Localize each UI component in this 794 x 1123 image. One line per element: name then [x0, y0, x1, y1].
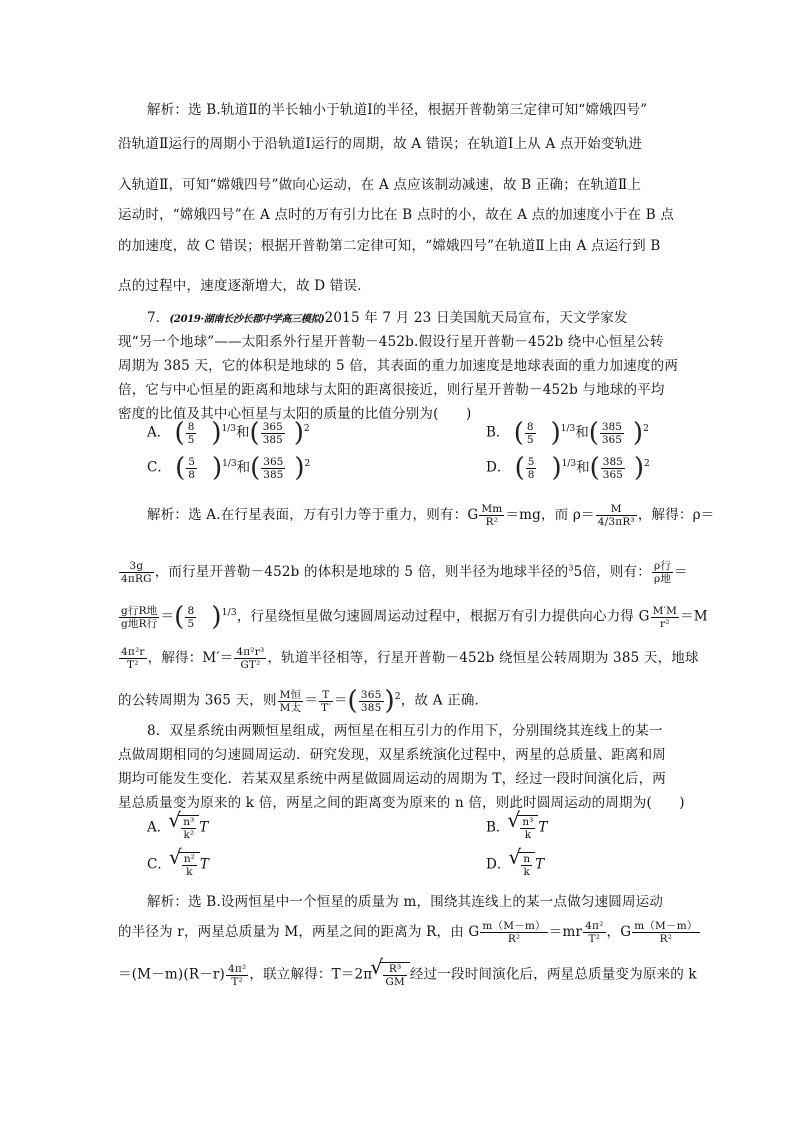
sqrt: √ $\frac{\text{n²}}{k}$	[179, 852, 200, 878]
fraction: $\frac{385}{365}$	[601, 420, 622, 446]
left-paren: (	[174, 418, 185, 448]
left-paren: (	[589, 453, 600, 483]
fraction-rho-ratio: $\frac{\text{ρ行}}{\text{ρ地}}$	[653, 560, 672, 585]
fraction: $\frac{365}{385}$	[263, 455, 284, 481]
fraction-MM-r2: $\frac{M'M}{\text{r²}}$	[652, 604, 678, 630]
fraction: $\frac{8}{5}$	[187, 420, 195, 446]
option-label: B．	[486, 424, 510, 441]
fraction: $\frac{5}{8}$	[527, 455, 535, 481]
text: ，联立解得：T＝2π	[249, 966, 373, 983]
text: ，解得：ρ＝	[637, 507, 715, 523]
prev-solution-line-4: 运动时，“嫦娥四号”在 A 点时的万有引力比在 B 点时的小，故在 A 点的加速度小于在 B 点	[118, 207, 675, 223]
prev-solution-line-2: 沿轨道Ⅱ运行的周期小于沿轨道Ⅰ运行的周期，故 A 错误；在轨道Ⅰ上从 A 点开始变轨进	[118, 136, 643, 152]
sqrt: √ $\frac{n}{k}$	[518, 852, 535, 878]
q7-text-1: 2015 年 7 月 23 日美国航天局宣布，天文学家发	[324, 310, 628, 326]
and-text: 和	[236, 459, 251, 476]
left-paren: (	[250, 453, 261, 483]
and-text: 和	[576, 459, 590, 476]
right-paren: )	[384, 686, 395, 716]
q7-solution-line-3: $\frac{\text{g行R地}}{\text{g地R行}}$ ＝( $\frac{8}{5}$ )$^{1/3}$，行星绕恒星做匀速圆周运动过程中，根据万有引力提供向心力得 G $\frac{M'M}{\text{r²}}$ ＝M	[121, 602, 708, 632]
q8-line-2: 点做周期相同的匀速圆周运动．研究发现，双星系统演化过程中，两星的总质量、距离和周	[118, 747, 666, 763]
fraction-8-5: $\frac{8}{5}$	[187, 604, 195, 630]
exponent: 1/3	[221, 424, 237, 434]
exponent: 1/3	[561, 459, 577, 469]
fraction-T-ratio: $\frac{T}{T'}$	[321, 688, 331, 714]
text: 经过一段时间演化后，两星总质量变为原来的 k	[409, 966, 697, 983]
q7-option-a[interactable]	[147, 420, 310, 446]
period-T: T	[535, 856, 545, 873]
right-paren: )	[293, 418, 304, 448]
sqrt: √ $\frac{\text{n³}}{k}$	[517, 815, 538, 841]
left-paren: (	[174, 602, 185, 632]
text: ＝mg，而 ρ＝	[505, 507, 595, 523]
fraction-Mm-R2: $\frac{Mm}{\text{R²}}$	[481, 503, 503, 528]
left-paren: (	[175, 453, 186, 483]
left-paren: (	[347, 686, 358, 716]
exponent: 1/3	[222, 459, 237, 469]
q8-option-b[interactable]	[486, 815, 547, 841]
left-paren: (	[514, 453, 525, 483]
text: ＝mr	[548, 924, 583, 940]
text: 的公转周期为 365 天，则	[118, 692, 277, 709]
prev-solution-line-1: 解析：选 B.轨道Ⅱ的半长轴小于轨道Ⅰ的半径，根据开普勒第三定律可知“嫦娥四号”	[147, 102, 648, 118]
q8-line-4: 星总质量变为原来的 k 倍，两星之间的距离变为原来的 n 倍，则此时圆周运动的周期为( )	[118, 795, 685, 811]
fraction-4pi2-T2-b: $\frac{\text{4π²}}{\text{T²}}$	[228, 962, 247, 988]
fraction: $\frac{365}{385}$	[262, 420, 283, 446]
right-paren: )	[632, 418, 644, 448]
text: ，而行星开普勒－452b 的体积是地球的 5 倍，则半径为地球半径的	[154, 564, 569, 580]
left-paren: (	[588, 418, 599, 448]
fraction-4pi2-T2: $\frac{\text{4π²}}{\text{T²}}$	[585, 920, 604, 945]
fraction: $\frac{385}{365}$	[602, 455, 623, 481]
text: ，轨道半径相等，行星开普勒－452b 绕恒星公转周期为 385 天，地球	[267, 650, 699, 666]
and-text: 和	[575, 424, 589, 441]
right-paren: )	[633, 453, 644, 483]
text: 解析：选 A.在行星表面，万有引力等于重力，则有：G	[147, 507, 479, 523]
q8-option-c[interactable]	[147, 852, 209, 878]
exponent: 2	[304, 459, 311, 469]
and-text: 和	[236, 424, 250, 441]
left-paren: (	[513, 418, 524, 448]
q7-line-4: 倍，它与中心恒星的距离和地球与太阳的距离很接近，则行星开普勒－452b 与地球的平均	[118, 382, 665, 398]
fraction: $\frac{8}{5}$	[526, 420, 534, 446]
period-T: T	[538, 819, 548, 836]
q8-solution-line-3	[118, 962, 697, 988]
fraction-M-ratio: $\frac{\text{M恒}}{\text{M太}}$	[279, 688, 302, 714]
sqrt: √ $\frac{\text{n³}}{\text{k²}}$	[178, 815, 199, 841]
fraction-mMm-R2: $\frac{m(M-m)}{\text{R²}}$	[482, 920, 546, 945]
period-T: T	[199, 856, 209, 873]
option-label: D．	[486, 856, 511, 873]
exponent: 2	[643, 424, 649, 434]
sqrt-R3-GM: √ $\frac{\text{R³}}{GM}$	[380, 962, 410, 988]
period-T: T	[199, 819, 209, 836]
text: 的半径为 r，两星总质量为 M，两星之间的距离为 R，由 G	[118, 924, 480, 940]
prev-solution-line-6: 点的过程中，速度逐渐增大，故 D 错误．	[118, 278, 371, 294]
fraction-mMm-R2-b: $\frac{m(M-m)}{\text{R²}}$	[634, 920, 698, 945]
q7-number: 7．	[147, 310, 170, 326]
right-paren: )	[550, 418, 561, 448]
text: ，故 A 正确．	[400, 692, 489, 709]
exponent: 1/3	[560, 424, 576, 434]
q7-solution-line-4	[118, 646, 699, 671]
fraction-density: $\frac{M}{\text{4/3πR³}}$	[597, 503, 635, 528]
fraction-365-385: $\frac{365}{385}$	[360, 688, 382, 714]
q7-line-1	[147, 306, 628, 326]
text: 5倍，则有：	[573, 564, 651, 580]
right-paren: )	[551, 453, 562, 483]
q7-line-2: 现“另一个地球”——太阳系外行星开普勒－452b.假设行星开普勒－452b 绕中心恒星公转	[118, 334, 664, 350]
option-label: B．	[486, 819, 510, 836]
q8-text-1: 双星系统由两颗恒星组成，两恒星在相互引力的作用下，分别围绕其连线上的某一	[169, 723, 663, 739]
q8-solution-line-2	[118, 920, 701, 945]
q8-solution-line-1: 解析：选 B.设两恒星中一个恒星的质量为 m，围绕其连线上的某一点做匀速圆周运动	[147, 894, 664, 910]
fraction-4pi2r3-GT2: $\frac{\text{4π²r³}}{\text{GT²}}$	[236, 646, 265, 671]
q7-option-d[interactable]	[486, 455, 650, 481]
text: ，解得：M′＝	[147, 650, 234, 666]
text: ＝M	[680, 608, 708, 625]
fraction-g-ratio: $\frac{\text{g行R地}}{\text{g地R行}}$	[121, 604, 158, 630]
q8-option-d[interactable]	[486, 852, 544, 878]
prev-solution-line-3: 入轨道Ⅱ，可知“嫦娥四号”做向心运动，在 A 点应该制动减速，故 B 正确；在轨道Ⅱ上	[118, 177, 642, 193]
fraction: $\frac{5}{8}$	[188, 455, 195, 481]
option-label: A．	[147, 819, 171, 836]
q8-line-1	[147, 719, 663, 739]
exponent: 2	[643, 459, 650, 469]
q7-option-b[interactable]	[486, 420, 649, 446]
q7-solution-line-2: $\frac{3g}{\text{4πRG}}$ ，而行星开普勒－452b 的体积是地球的 5 倍，则半径为地球半径的$^3$5倍，则有： $\frac{\text{ρ行}}{\text{ρ地}}$ ＝	[121, 560, 688, 585]
option-label: C．	[147, 459, 171, 476]
q7-option-c[interactable]	[147, 455, 310, 481]
q8-number: 8．	[147, 723, 170, 739]
q7-solution-line-1	[147, 503, 714, 528]
q7-line-3: 周期为 385 天，它的体积是地球的 5 倍，其表面的重力加速度是地球表面的重力加速度的两	[118, 358, 679, 374]
exponent: 2	[303, 424, 310, 434]
right-paren: )	[211, 453, 223, 483]
option-label: C．	[147, 856, 171, 873]
prev-solution-line-5: 的加速度，故 C 错误；根据开普勒第二定律可知，“嫦娥四号”在轨道Ⅱ上由 A 点运行到 B	[118, 238, 661, 254]
q7-solution-line-5: 的公转周期为 365 天，则 $\frac{\text{M恒}}{\text{M太}}$ ＝ $\frac{T}{T'}$ ＝( $\frac{365}{385}$ )$^2$，故 A 正确．	[118, 686, 489, 716]
fraction-4pi2r-T2: $\frac{\text{4π²r}}{\text{T²}}$	[121, 646, 145, 671]
option-label: A．	[147, 424, 171, 441]
q7-source: (2019·湖南长沙长郡中学高三模拟)	[169, 314, 325, 325]
left-paren: (	[249, 418, 260, 448]
text: ，G	[606, 924, 632, 940]
right-paren: )	[211, 418, 222, 448]
fraction-3g: $\frac{3g}{\text{4πRG}}$	[121, 560, 152, 585]
q7-line-5: 密度的比值及其中心恒星与太阳的质量的比值分别为( )	[118, 406, 472, 422]
text: ，行星绕恒星做匀速圆周运动过程中，根据万有引力提供向心力得 G	[236, 608, 650, 625]
right-paren: )	[211, 602, 222, 632]
text: ＝(M－m)(R－r)	[118, 966, 226, 983]
q8-line-3: 期均可能发生变化．若某双星系统中两星做圆周运动的周期为 T，经过一段时间演化后，两	[118, 771, 666, 787]
right-paren: )	[294, 453, 305, 483]
q8-option-a[interactable]	[147, 815, 208, 841]
option-label: D．	[486, 459, 511, 476]
